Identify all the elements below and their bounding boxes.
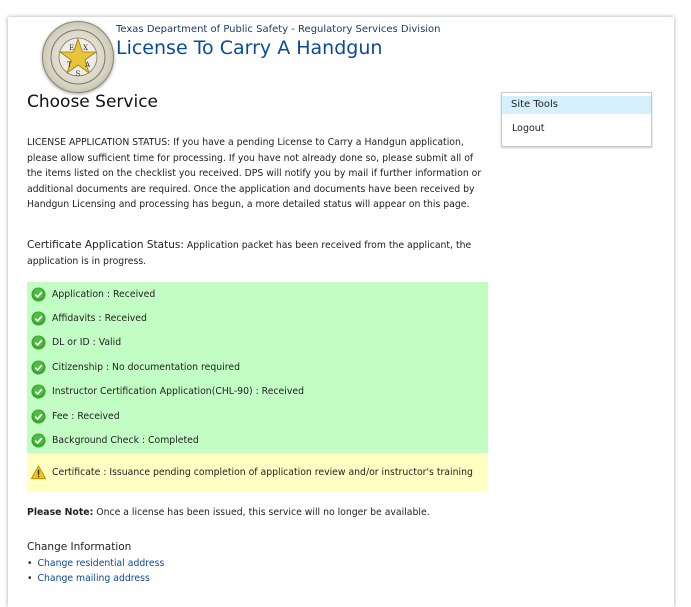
checklist-item bbox=[27, 282, 488, 306]
svg-text:X: X bbox=[83, 44, 88, 52]
checklist-item bbox=[27, 380, 488, 404]
checklist-item bbox=[27, 355, 488, 379]
note-text: Once a license has been issued, this service will no longer be available. bbox=[93, 507, 430, 518]
check-circle-icon bbox=[31, 433, 46, 448]
change-links bbox=[27, 558, 164, 588]
application-checklist bbox=[27, 282, 488, 492]
page-title: Choose Service bbox=[27, 92, 158, 112]
license-status-paragraph: LICENSE APPLICATION STATUS: If you have a pending License to Carry a Handgun application, please allow sufficient time for processing. If you have not already done so, please submit all of the items listed on the checklist you received. DPS will notify you by mail if further information or additional documents are required. Once the application and documents have been received by Handgun Licensing and processing has begun, a more detailed status will appear on this page. bbox=[27, 137, 482, 210]
checklist-item bbox=[27, 453, 488, 492]
checklist-item-text: Instructor Certification Application(CHL-90) : Received bbox=[52, 386, 304, 398]
dps-seal-logo bbox=[42, 21, 114, 93]
check-circle-icon bbox=[31, 335, 46, 350]
checklist-item-text: Citizenship : No documentation required bbox=[52, 361, 240, 373]
svg-text:T: T bbox=[67, 61, 72, 69]
list-item bbox=[27, 558, 164, 573]
checklist-item-text: Certificate : Issuance pending completion of application review and/or instructor's training bbox=[52, 466, 473, 478]
certificate-status-value: Application packet has been received from the applicant, the application is in progress. bbox=[27, 240, 472, 267]
svg-text:A: A bbox=[85, 61, 91, 69]
list-item bbox=[27, 573, 164, 588]
checklist-item-text: DL or ID : Valid bbox=[52, 337, 122, 349]
note-label: Please Note: bbox=[27, 507, 94, 518]
check-circle-icon bbox=[31, 360, 46, 375]
site-tools-title: Site Tools bbox=[502, 96, 651, 114]
app-title: License To Carry A Handgun bbox=[116, 37, 383, 59]
checklist-item-text: Application : Received bbox=[52, 288, 156, 300]
check-circle-icon bbox=[31, 409, 46, 424]
logout-link[interactable]: Logout bbox=[512, 123, 545, 134]
checklist-item bbox=[27, 428, 488, 452]
warning-icon bbox=[31, 465, 46, 480]
checklist-item-text: Fee : Received bbox=[52, 410, 120, 422]
checklist-item-text: Background Check : Completed bbox=[52, 435, 199, 447]
organization-name: Texas Department of Public Safety - Regulatory Services Division bbox=[116, 24, 441, 35]
checklist-item bbox=[27, 404, 488, 428]
svg-text:S: S bbox=[75, 70, 81, 78]
change-residential-address-link[interactable]: Change residential address bbox=[37, 558, 165, 569]
please-note bbox=[27, 507, 430, 518]
certificate-status bbox=[27, 238, 487, 269]
change-information-heading: Change Information bbox=[27, 541, 132, 553]
certificate-status-label: Certificate Application Status: bbox=[27, 239, 184, 251]
checklist-item bbox=[27, 306, 488, 330]
checklist-item bbox=[27, 331, 488, 355]
check-circle-icon bbox=[31, 287, 46, 302]
check-circle-icon bbox=[31, 311, 46, 326]
change-mailing-address-link[interactable]: Change mailing address bbox=[37, 573, 150, 584]
site-tools-panel bbox=[501, 92, 652, 147]
checklist-item-text: Affidavits : Received bbox=[52, 313, 147, 325]
check-circle-icon bbox=[31, 384, 46, 399]
svg-text:E: E bbox=[69, 44, 75, 52]
